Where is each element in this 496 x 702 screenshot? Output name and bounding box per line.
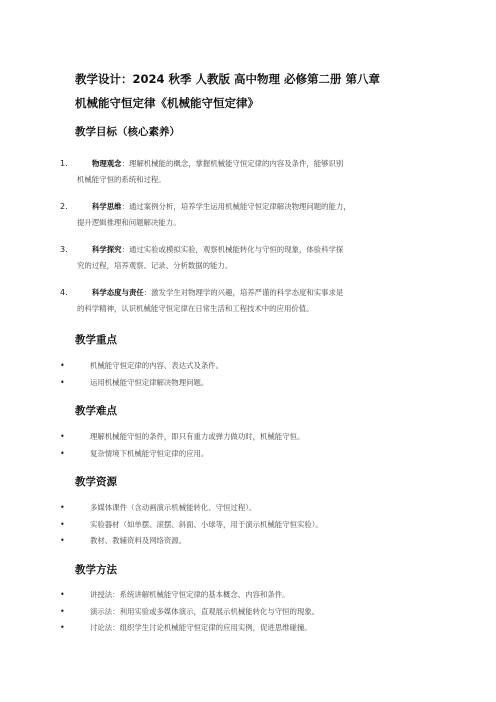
bullet-icon: • <box>60 377 65 387</box>
document-title <box>75 67 435 115</box>
section-heading-key-points: 教学重点 <box>75 334 117 346</box>
list-item <box>60 533 440 550</box>
objective-item <box>60 199 430 242</box>
objective-text: 通过案例分析，培养学生运用机械能守恒定律解决物理问题的能力， <box>128 202 351 211</box>
objective-separator: ： <box>121 245 129 254</box>
bullet-icon: • <box>60 519 65 529</box>
item-number: 1. <box>60 159 68 168</box>
objective-term: 科学探究 <box>92 245 122 254</box>
section-heading-methods: 教学方法 <box>75 564 117 576</box>
list-item <box>60 375 440 392</box>
bullet-icon: • <box>60 432 65 441</box>
list-item-text: 机械能守恒定律的内容、表达式及条件。 <box>90 361 224 370</box>
bullet-icon: • <box>60 361 65 370</box>
list-item <box>60 446 440 463</box>
methods-list <box>60 587 440 637</box>
objective-item <box>60 242 430 285</box>
list-item <box>60 358 440 375</box>
objective-text: 理解机械能的概念，掌握机械能守恒定律的内容及条件，能够识别 <box>128 159 344 168</box>
item-number: 3. <box>60 245 68 254</box>
objective-text: 通过实验或模拟实验，观察机械能转化与守恒的现象，体验科学探 <box>128 245 344 254</box>
objective-separator: ： <box>143 288 152 297</box>
objective-text-continued: 机械能守恒的系统和过程。 <box>77 175 166 184</box>
objective-text-continued: 究的过程，培养观察、记录、分析数据的能力。 <box>77 261 233 270</box>
list-item <box>60 429 440 446</box>
list-item-text: 讲授法：系统讲解机械能守恒定律的基本概念、内容和条件。 <box>90 590 290 599</box>
list-item-text: 运用机械能守恒定律解决物理问题。 <box>90 377 209 387</box>
list-item-text: 教材、教辅资料及网络资源。 <box>90 536 187 545</box>
list-item <box>60 604 440 621</box>
objective-text-continued: 的科学精神，认识机械能守恒定律在日常生活和工程技术中的应用价值。 <box>77 304 314 313</box>
list-item-text: 复杂情境下机械能守恒定律的应用。 <box>90 448 209 458</box>
bullet-icon: • <box>60 536 65 545</box>
objective-separator: ： <box>121 159 129 168</box>
bullet-icon: • <box>60 606 65 616</box>
item-number: 2. <box>60 202 68 211</box>
objective-text: 激发学生对物理学的兴趣，培养严谨的科学态度和实事求是 <box>151 288 344 297</box>
list-item <box>60 620 440 637</box>
bullet-icon: • <box>60 503 65 512</box>
bullet-icon: • <box>60 448 65 458</box>
list-item-text: 演示法：利用实验或多媒体演示，直观展示机械能转化与守恒的现象。 <box>90 606 320 616</box>
objective-term: 科学思维 <box>92 202 122 211</box>
difficulties-list <box>60 429 440 462</box>
list-item-text: 讨论法：组织学生讨论机械能守恒定律的应用实例，促进思维碰撞。 <box>90 623 312 632</box>
bullet-icon: • <box>60 623 65 632</box>
list-item <box>60 500 440 517</box>
objective-item <box>60 156 430 199</box>
title-line-2: 机械能守恒定律《机械能守恒定律》 <box>75 96 259 110</box>
section-heading-difficulties: 教学难点 <box>75 405 117 417</box>
objective-separator: ： <box>121 202 129 211</box>
objective-term: 科学态度与责任 <box>92 288 144 297</box>
objective-item <box>60 285 430 328</box>
key-points-list <box>60 358 440 391</box>
list-item <box>60 587 440 604</box>
title-line-1: 教学设计：2024 秋季 人教版 高中物理 必修第二册 第八章 <box>75 72 381 86</box>
objective-text-continued: 提升逻辑推理和问题解决能力。 <box>77 218 181 227</box>
bullet-icon: • <box>60 590 65 599</box>
list-item-text: 理解机械能守恒的条件，即只有重力或弹力做功时，机械能守恒。 <box>90 432 305 441</box>
list-item-text: 实验器材（如单摆、滚摆、斜面、小球等，用于演示机械能守恒实验）。 <box>90 519 323 529</box>
resources-list <box>60 500 440 550</box>
objective-term: 物理观念 <box>92 159 122 168</box>
section-heading-resources: 教学资源 <box>75 476 117 488</box>
section-heading-objectives: 教学目标（核心素养） <box>75 126 180 138</box>
item-number: 4. <box>60 288 68 297</box>
list-item <box>60 517 440 534</box>
objectives-list <box>60 156 430 328</box>
list-item-text: 多媒体课件（含动画演示机械能转化、守恒过程）。 <box>90 503 257 512</box>
